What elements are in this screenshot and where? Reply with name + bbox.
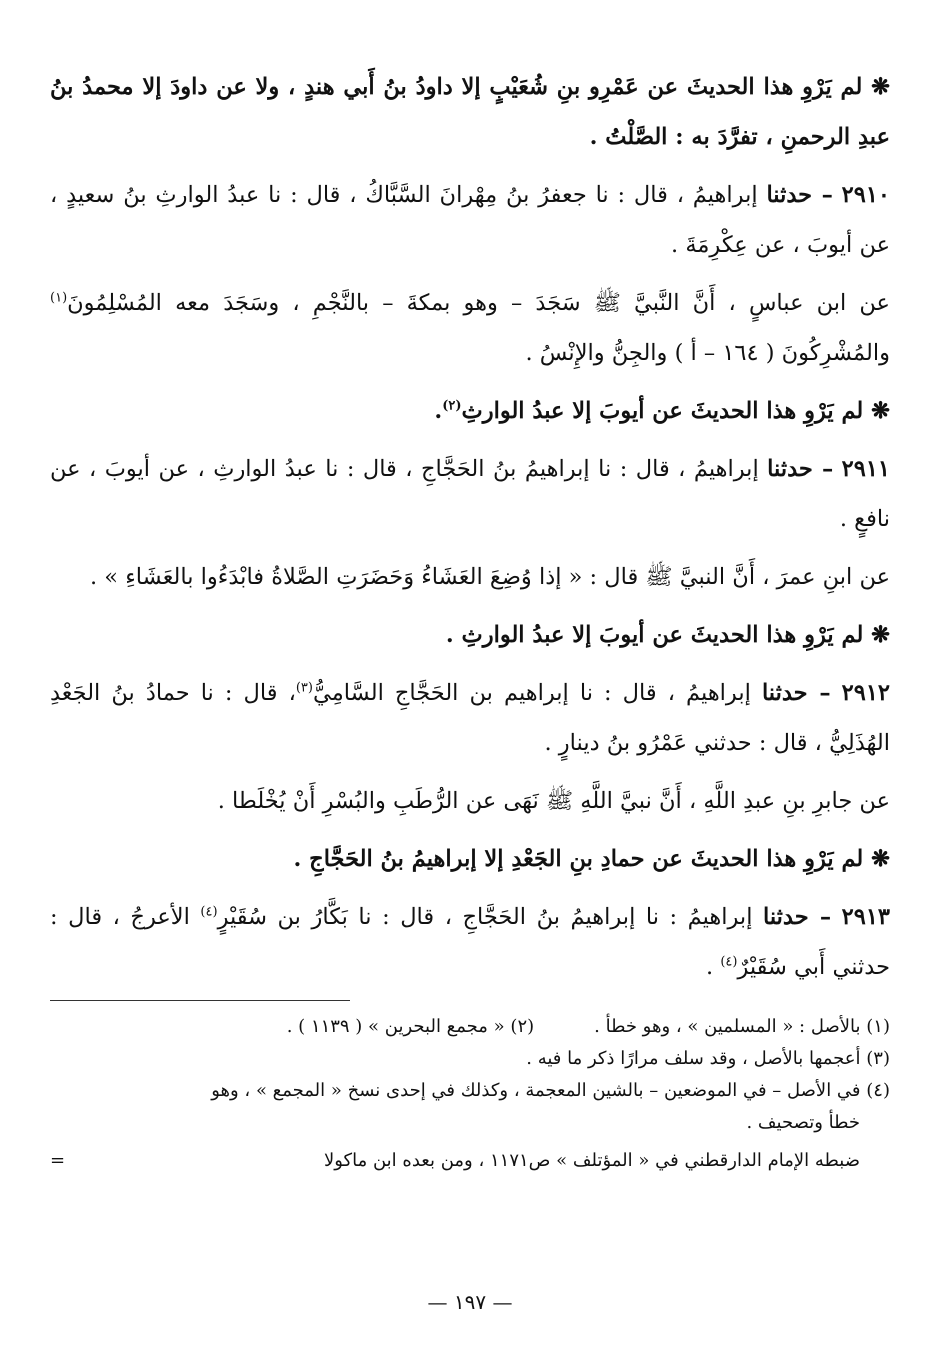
- hadith-text: عن جابرِ بنِ عبدِ اللَّهِ ، أَنَّ نبيَّ اللَّهِ ﷺ نَهَى عن الرُّطَبِ والبُسْرِ أَنْ يُخْلَطا .: [217, 788, 890, 814]
- footnote-4-continued: خطأ وتصحيف .: [746, 1112, 860, 1133]
- hadith-chain-cont: ، قال : نا حمادُ بنُ الجَعْدِ الهُذَلِيُّ ، قال : حدثني عَمْرُو بنُ دينارٍ .: [50, 680, 890, 756]
- note-text: لم يَرْوِ هذا الحديثَ عن عَمْرِو بنِ شُعَيْبٍ إلا داودُ بنُ أَبي هندٍ ، ولا عن داودَ إلا محمدُ بنُ عبدِ الرحمنِ ، تفرَّدَ به : الصَّلْتُ .: [50, 74, 890, 150]
- footnote-ref: (٢): [442, 398, 462, 414]
- footnote-text: « مجمع البحرين » ( ١١٣٩ ) .: [286, 1016, 505, 1037]
- footnote-ref: (٤): [720, 954, 738, 970]
- hadith-chain: إبراهيمُ ، قال : نا جعفرُ بنُ مِهْرانَ السَّبَّاكُ ، قال : نا عبدُ الوارثِ بنُ سعيدٍ ، عن أيوبَ ، عن عِكْرِمَةَ .: [50, 182, 890, 258]
- page-number: — ١٩٧ —: [427, 1290, 513, 1314]
- hadith-body: [50, 776, 890, 826]
- footnote-ref: (٤): [200, 904, 218, 920]
- note-paragraph: [50, 834, 890, 884]
- footnote-ref: (٣): [295, 680, 313, 696]
- hadith-2910: [50, 170, 890, 270]
- asterism-icon: ❋: [871, 846, 890, 872]
- hadith-number: ٢٩١٢: [841, 680, 891, 706]
- footnote-3: [50, 1043, 890, 1075]
- hadith-number: ٢٩١٠: [841, 182, 890, 208]
- hadith-number: ٢٩١١: [841, 456, 891, 482]
- footnote-text: ضبطه الإمام الدارقطني في « المؤتلف » ص١١٧١ ، ومن بعده ابن ماكولا: [323, 1150, 860, 1171]
- footnote-text: بالأصل : « المسلمين » ، وهو خطأ .: [594, 1016, 861, 1037]
- asterism-icon: ❋: [871, 398, 890, 424]
- footnote-continued-next-page: [50, 1145, 890, 1177]
- footnotes: [50, 1011, 890, 1177]
- hadith-chain: إبراهيمُ ، قال : نا إبراهيم بن الحَجَّاجِ السَّامِيُّ: [312, 680, 751, 706]
- hadith-text: عن ابن عباسٍ ، أَنَّ النَّبيَّ ﷺ سَجَدَ – وهو بمكةَ – بالنَّجْمِ ، وسَجَدَ معه المُسْلِمُونَ: [67, 290, 890, 316]
- footnote-2: [287, 1011, 534, 1043]
- note-paragraph: [50, 386, 890, 436]
- hadith-label: – حدثنا: [763, 904, 832, 930]
- asterism-icon: ❋: [871, 622, 890, 648]
- note-text: لم يَرْوِ هذا الحديثَ عن أيوبَ إلا عبدُ الوارثِ .: [445, 622, 864, 648]
- asterism-icon: ❋: [871, 74, 890, 100]
- footnote-text: في الأصل – في الموضعين – بالشين المعجمة ، وكذلك في إحدى نسخ « المجمع » ، وهو: [211, 1080, 861, 1101]
- continuation-mark: =: [50, 1150, 66, 1171]
- hadith-chain: إبراهيمُ ، قال : نا إبراهيمُ بنُ الحَجَّاجِ ، قال : نا عبدُ الوارثِ ، عن أيوبَ ، عن نافعٍ .: [50, 456, 890, 532]
- footnote-1-2: [50, 1011, 890, 1043]
- page-body: [50, 62, 890, 1177]
- hadith-text: عن ابنِ عمرَ ، أَنَّ النبيَّ ﷺ قال : « إذا وُضِعَ العَشَاءُ وَحَضَرَتِ الصَّلاةُ فابْدَءُوا بالعَشَاءِ » .: [89, 564, 890, 590]
- footnote-number: (١): [866, 1016, 890, 1037]
- footnote-divider: [50, 1000, 350, 1001]
- footnote-number: (٤): [866, 1080, 890, 1101]
- hadith-chain-cont: الأعرجُ ، قال : حدثني أَبي سُقَيْرٌ: [50, 904, 890, 980]
- hadith-label: – حدثنا: [761, 680, 831, 706]
- hadith-2913: [50, 892, 890, 992]
- note-paragraph: [50, 610, 890, 660]
- footnote-number: (٣): [866, 1048, 890, 1069]
- footnote-1: [594, 1011, 890, 1043]
- hadith-body: [50, 278, 890, 378]
- hadith-body: [50, 552, 890, 602]
- hadith-text-cont: والمُشْرِكُونَ ( ١٦٤ – أ ) والجِنُّ والإِنْسُ .: [525, 340, 890, 366]
- footnote-number: (٢): [510, 1016, 535, 1037]
- footnote-ref: (١): [50, 290, 68, 306]
- footnote-gap: [534, 1011, 594, 1043]
- note-text-end: .: [434, 398, 443, 424]
- hadith-number: ٢٩١٣: [841, 904, 890, 930]
- hadith-2912: [50, 668, 890, 768]
- hadith-label: – حدثنا: [767, 456, 834, 482]
- note-text: لم يَرْوِ هذا الحديثَ عن أيوبَ إلا عبدُ الوارثِ: [461, 398, 864, 424]
- hadith-chain-end: .: [706, 954, 721, 980]
- note-paragraph: [50, 62, 890, 162]
- note-text: لم يَرْوِ هذا الحديثَ عن حمادِ بنِ الجَعْدِ إلا إبراهيمُ بنُ الحَجَّاجِ .: [293, 846, 864, 872]
- hadith-chain: إبراهيمُ : نا إبراهيمُ بنُ الحَجَّاجِ ، قال : نا بَكَّارُ بن سُقَيْرٍ: [217, 904, 753, 930]
- footnote-4: [50, 1075, 890, 1107]
- hadith-label: – حدثنا: [766, 182, 833, 208]
- hadith-2911: [50, 444, 890, 544]
- footnote-text: أعجمها بالأصل ، وقد سلف مرارًا ذكر ما فيه .: [526, 1048, 861, 1069]
